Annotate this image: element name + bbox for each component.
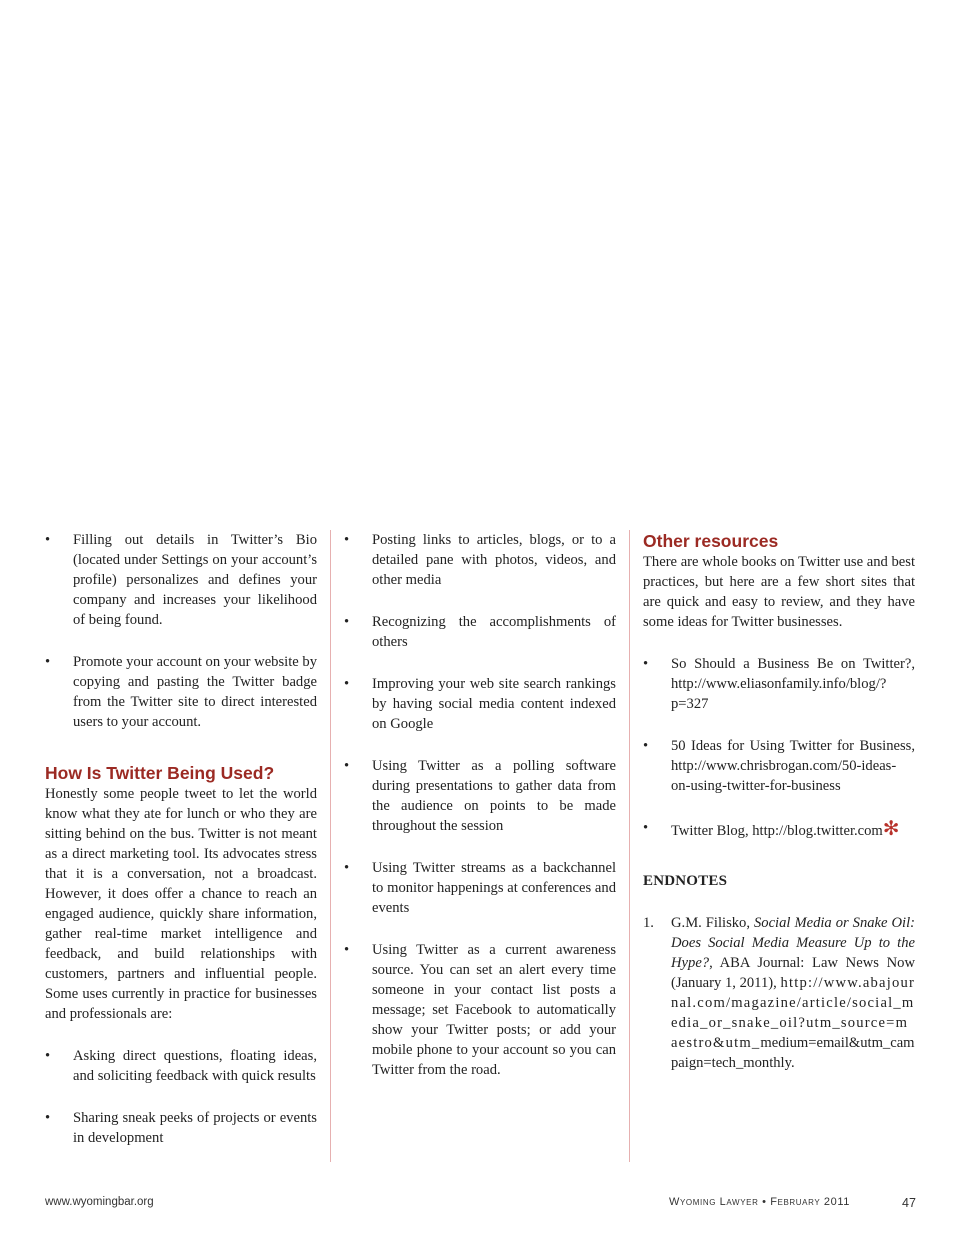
- bullet-icon: •: [344, 532, 350, 548]
- list-item-text: Filling out details in Twitter’s Bio (located under Settings on your account’s profile) personalizes and defines your company and increases your likelihood of being found.: [73, 532, 317, 628]
- column-two: [344, 530, 616, 1102]
- bullet-icon: •: [643, 738, 649, 754]
- endnote-author: G.M. Filisko,: [671, 915, 754, 931]
- endnote-item: [643, 913, 915, 1073]
- end-mark-icon: ✻: [882, 816, 900, 840]
- list-item: [45, 530, 317, 630]
- endnote-url-tail: medium=email&utm_campaign=tech_monthly.: [671, 1035, 915, 1071]
- list-item: [643, 654, 915, 714]
- list-item-text: Using Twitter as a current awareness source. You can set an alert every time someone in your contact list posts a message; set Facebook to automatically show your Twitter posts; or add your mobile phone to your account so you can Twitter from the road.: [372, 942, 616, 1078]
- resources-paragraph: There are whole books on Twitter use and best practices, but here are a few short sites that are quick and easy to review, and they have some ideas for Twitter businesses.: [643, 554, 915, 630]
- endnote-title: Social Media or Snake Oil: Does Social Media Measure Up to the Hype?: [671, 915, 916, 971]
- list-item: [45, 652, 317, 732]
- footer-publication: Wyoming Lawyer • February 2011: [669, 1196, 850, 1208]
- section-heading-resources: Other resources: [643, 531, 779, 551]
- list-item: [344, 858, 616, 918]
- bullet-icon: •: [45, 532, 51, 548]
- list-item-text: Using Twitter as a polling software during presentations to gather data from the audience on points to be made throughout the session: [372, 758, 616, 834]
- endnote-url: http://www.abajournal.com/magazine/article/social_media_or_snake_oil?utm_source=maestro&utm_: [671, 975, 915, 1051]
- bullet-icon: •: [45, 1048, 51, 1064]
- bullet-icon: •: [344, 942, 350, 958]
- list-item: [643, 736, 915, 796]
- column-three: [643, 530, 915, 1073]
- bullet-icon: •: [344, 860, 350, 876]
- list-item: [344, 756, 616, 836]
- endnotes-heading: ENDNOTES: [643, 873, 728, 889]
- list-item: [344, 530, 616, 590]
- column-one: [45, 530, 317, 1170]
- bullet-icon: •: [45, 1110, 51, 1126]
- bullet-icon: •: [344, 614, 350, 630]
- list-item-text: Using Twitter streams as a backchannel to monitor happenings at conferences and events: [372, 860, 616, 916]
- list-item: [643, 818, 915, 841]
- endnote-number: 1.: [643, 915, 654, 931]
- list-item: [344, 674, 616, 734]
- resource-link-text: 50 Ideas for Using Twitter for Business, http://www.chrisbrogan.com/50-ideas-on-using-twitter-for-business: [671, 738, 915, 794]
- section-heading-usage: How Is Twitter Being Used?: [45, 763, 275, 783]
- list-item: [344, 940, 616, 1080]
- bullet-icon: •: [643, 656, 649, 672]
- list-item: [45, 1108, 317, 1148]
- list-item: [45, 1046, 317, 1086]
- bullet-icon: •: [643, 820, 649, 836]
- footer-website: www.wyomingbar.org: [45, 1196, 154, 1208]
- resource-link-text: Twitter Blog, http://blog.twitter.com: [671, 823, 883, 839]
- endnote-publication: , ABA Journal: Law News Now (January 1, 2011),: [671, 955, 915, 991]
- page-number: 47: [902, 1196, 916, 1210]
- bullet-icon: •: [45, 654, 51, 670]
- list-item-text: Sharing sneak peeks of projects or events in development: [73, 1110, 317, 1146]
- list-item-text: Recognizing the accomplishments of others: [372, 614, 616, 650]
- list-item: [344, 612, 616, 652]
- column-divider-right: [629, 530, 630, 1162]
- bullet-icon: •: [344, 676, 350, 692]
- usage-paragraph: Honestly some people tweet to let the world know what they ate for lunch or who they are sitting behind on the bus. Twitter is not meant as a direct marketing tool. Its advocates stress that it is a conversation, not a broadcast. However, it does offer a chance to reach an engaged audience, quickly share information, gather real-time market intelligence and feedback, and build relationships with customers, partners and influential people. Some uses currently in practice for businesses and professionals are:: [45, 786, 317, 1022]
- list-item-text: Posting links to articles, blogs, or to a detailed pane with photos, videos, and other media: [372, 532, 616, 588]
- column-divider-left: [330, 530, 331, 1162]
- list-item-text: Improving your web site search rankings by having social media content indexed on Google: [372, 676, 616, 732]
- bullet-icon: •: [344, 758, 350, 774]
- list-item-text: Promote your account on your website by copying and pasting the Twitter badge from the Twitter site to direct interested users to your account.: [73, 654, 317, 730]
- list-item-text: Asking direct questions, floating ideas, and soliciting feedback with quick results: [73, 1048, 317, 1084]
- resource-link-text: So Should a Business Be on Twitter?, http://www.eliasonfamily.info/blog/?p=327: [671, 656, 915, 712]
